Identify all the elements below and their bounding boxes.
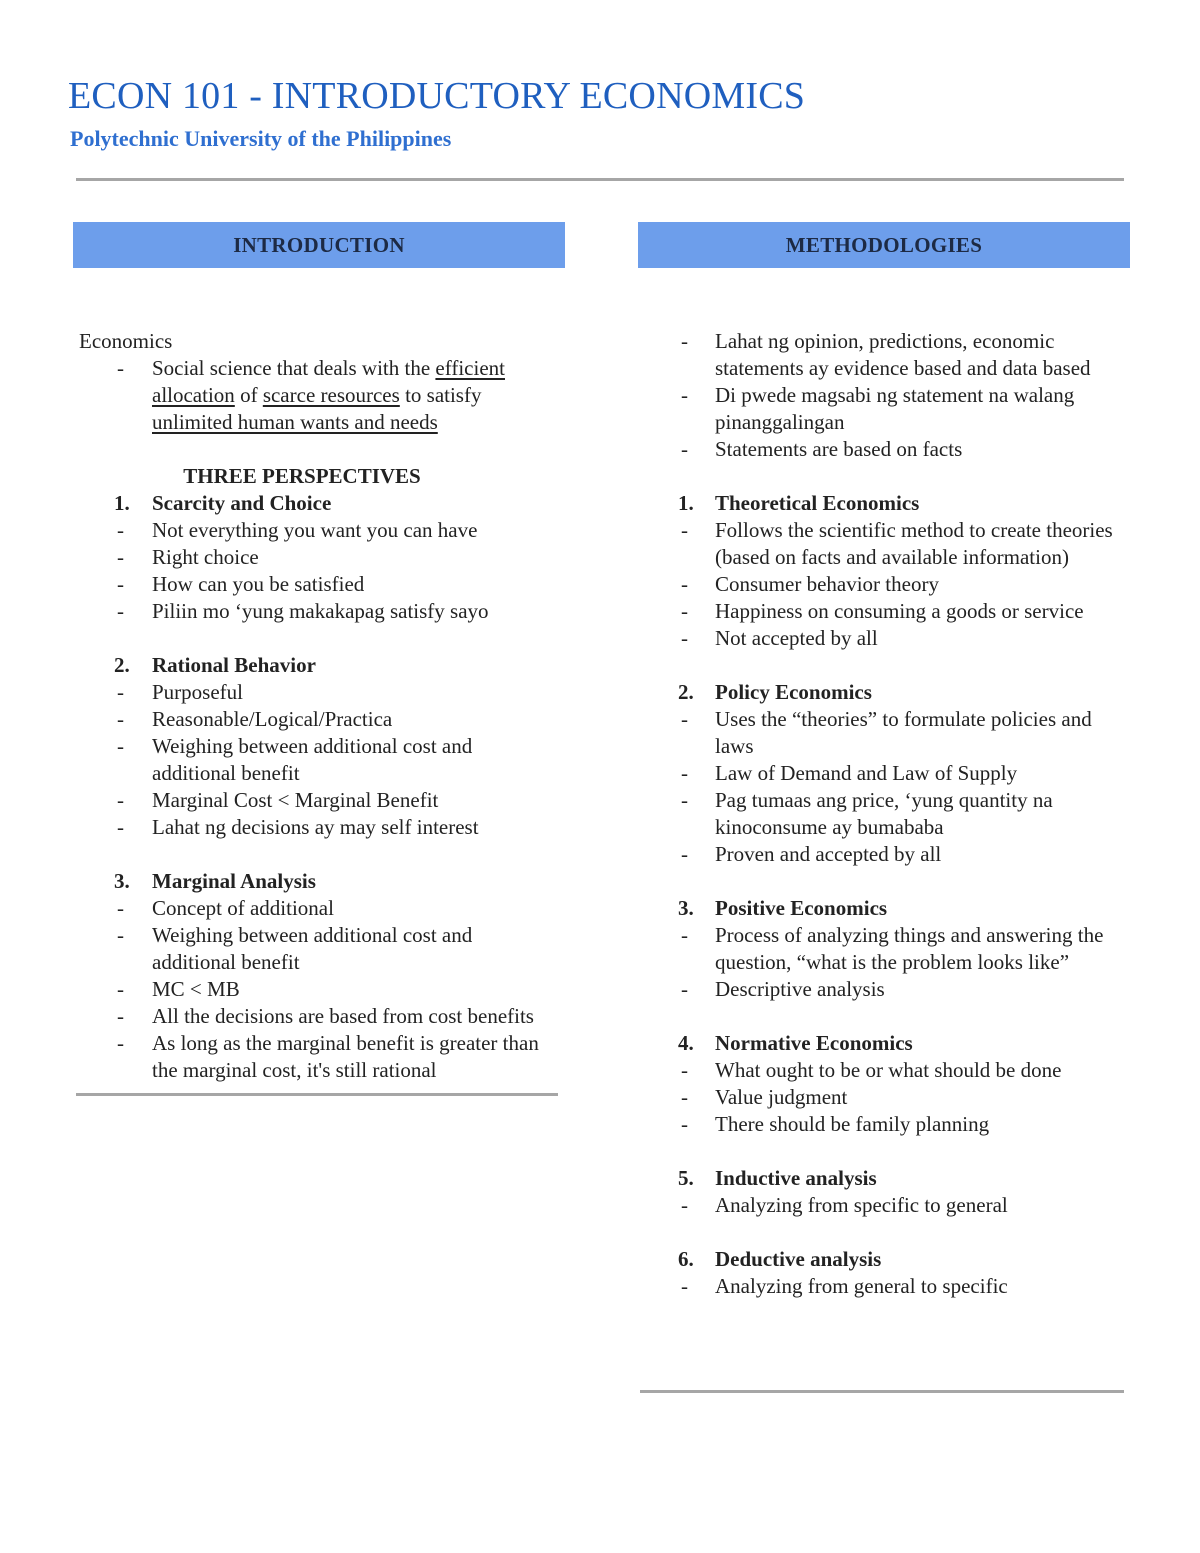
section-title: Scarcity and Choice bbox=[152, 491, 332, 515]
perspective-bullet: - Lahat ng decisions ay may self interest bbox=[79, 814, 565, 841]
methodology-intro-bullet: - Di pwede magsabi ng statement na walang pinanggalingan bbox=[643, 382, 1130, 436]
section-title: Marginal Analysis bbox=[152, 869, 316, 893]
section-number: 1. bbox=[678, 491, 694, 515]
methodology-bullet: - Value judgment bbox=[643, 1084, 1130, 1111]
economics-definition bbox=[79, 355, 565, 436]
introduction-column bbox=[73, 222, 565, 1084]
perspective-bullet: - All the decisions are based from cost benefits bbox=[79, 1003, 565, 1030]
perspective-bullet: - As long as the marginal benefit is greater than the marginal cost, it's still rational bbox=[79, 1030, 565, 1084]
introduction-header: INTRODUCTION bbox=[73, 222, 565, 268]
perspective-bullet: - Reasonable/Logical/Practica bbox=[79, 706, 565, 733]
page-title: ECON 101 - INTRODUCTORY ECONOMICS bbox=[68, 75, 806, 117]
right-bottom-divider bbox=[640, 1390, 1124, 1393]
introduction-body bbox=[73, 268, 565, 1084]
section-title: Inductive analysis bbox=[715, 1166, 877, 1190]
methodology-bullet: - Analyzing from specific to general bbox=[643, 1192, 1130, 1219]
perspective-bullet: - Weighing between additional cost and additional benefit bbox=[79, 922, 565, 976]
section-number: 2. bbox=[114, 653, 130, 677]
methodology-bullet: - Process of analyzing things and answering the question, “what is the problem looks like” bbox=[643, 922, 1130, 976]
definition-text-2: of bbox=[234, 383, 263, 407]
methodology-heading bbox=[643, 679, 1130, 706]
section-number: 4. bbox=[678, 1031, 694, 1055]
perspectives-title: THREE PERSPECTIVES bbox=[183, 464, 421, 488]
section-title: Positive Economics bbox=[715, 896, 888, 920]
perspective-heading bbox=[79, 490, 565, 517]
methodologies-column bbox=[638, 222, 1130, 1300]
perspective-heading bbox=[79, 868, 565, 895]
definition-underline-2: scarce resources bbox=[262, 383, 400, 407]
section-number: 2. bbox=[678, 680, 694, 704]
top-divider bbox=[76, 178, 1124, 181]
perspective-bullet: - How can you be satisfied bbox=[79, 571, 565, 598]
perspective-bullet: - Marginal Cost < Marginal Benefit bbox=[79, 787, 565, 814]
section-number: 3. bbox=[678, 896, 694, 920]
methodology-heading bbox=[643, 1030, 1130, 1057]
methodology-bullet: - There should be family planning bbox=[643, 1111, 1130, 1138]
methodology-bullet: - Consumer behavior theory bbox=[643, 571, 1130, 598]
section-title: Policy Economics bbox=[715, 680, 872, 704]
definition-text-3: to satisfy bbox=[399, 383, 482, 407]
methodologies-header: METHODOLOGIES bbox=[638, 222, 1130, 268]
methodology-bullet: - Follows the scientific method to create theories (based on facts and available information) bbox=[643, 517, 1130, 571]
methodologies-body bbox=[638, 268, 1130, 1300]
methodology-bullet: - What ought to be or what should be done bbox=[643, 1057, 1130, 1084]
methodology-heading bbox=[643, 490, 1130, 517]
methodology-heading bbox=[643, 895, 1130, 922]
methodology-bullet: - Proven and accepted by all bbox=[643, 841, 1130, 868]
perspectives-list bbox=[79, 490, 565, 1084]
methodologies-intro-list bbox=[643, 328, 1130, 463]
perspective-bullet: - Purposeful bbox=[79, 679, 565, 706]
methodology-intro-bullet: - Statements are based on facts bbox=[643, 436, 1130, 463]
methodology-bullet: - Law of Demand and Law of Supply bbox=[643, 760, 1130, 787]
section-number: 3. bbox=[114, 869, 130, 893]
section-number: 5. bbox=[678, 1166, 694, 1190]
perspective-bullet: - Piliin mo ‘yung makakapag satisfy sayo bbox=[79, 598, 565, 625]
section-title: Theoretical Economics bbox=[715, 491, 920, 515]
section-title: Rational Behavior bbox=[152, 653, 316, 677]
section-title: Deductive analysis bbox=[715, 1247, 882, 1271]
methodology-bullet: - Descriptive analysis bbox=[643, 976, 1130, 1003]
section-number: 1. bbox=[114, 491, 130, 515]
definition-underline-1: efficient allocation bbox=[152, 356, 505, 407]
perspective-bullet: - Concept of additional bbox=[79, 895, 565, 922]
perspective-bullet: - Weighing between additional cost and additional benefit bbox=[79, 733, 565, 787]
perspective-heading bbox=[79, 652, 565, 679]
methodology-bullet: - Pag tumaas ang price, ‘yung quantity na kinoconsume ay bumababa bbox=[643, 787, 1130, 841]
methodology-bullet: - Analyzing from general to specific bbox=[643, 1273, 1130, 1300]
section-title: Normative Economics bbox=[715, 1031, 913, 1055]
methodologies-sections bbox=[643, 463, 1130, 1300]
methodology-heading bbox=[643, 1246, 1130, 1273]
methodology-bullet: - Not accepted by all bbox=[643, 625, 1130, 652]
methodology-bullet: - Happiness on consuming a goods or service bbox=[643, 598, 1130, 625]
economics-term: Economics bbox=[79, 329, 173, 353]
definition-text-1: Social science that deals with the bbox=[152, 356, 436, 380]
definition-underline-3: unlimited human wants and needs bbox=[152, 410, 438, 434]
methodology-bullet: - Uses the “theories” to formulate policies and laws bbox=[643, 706, 1130, 760]
perspective-bullet: - MC < MB bbox=[79, 976, 565, 1003]
perspective-bullet: - Not everything you want you can have bbox=[79, 517, 565, 544]
page-subtitle: Polytechnic University of the Philippines bbox=[70, 126, 452, 151]
methodology-intro-bullet: - Lahat ng opinion, predictions, economic statements ay evidence based and data based bbox=[643, 328, 1130, 382]
section-number: 6. bbox=[678, 1247, 694, 1271]
methodology-heading bbox=[643, 1165, 1130, 1192]
perspective-bullet: - Right choice bbox=[79, 544, 565, 571]
left-bottom-divider bbox=[76, 1093, 558, 1096]
